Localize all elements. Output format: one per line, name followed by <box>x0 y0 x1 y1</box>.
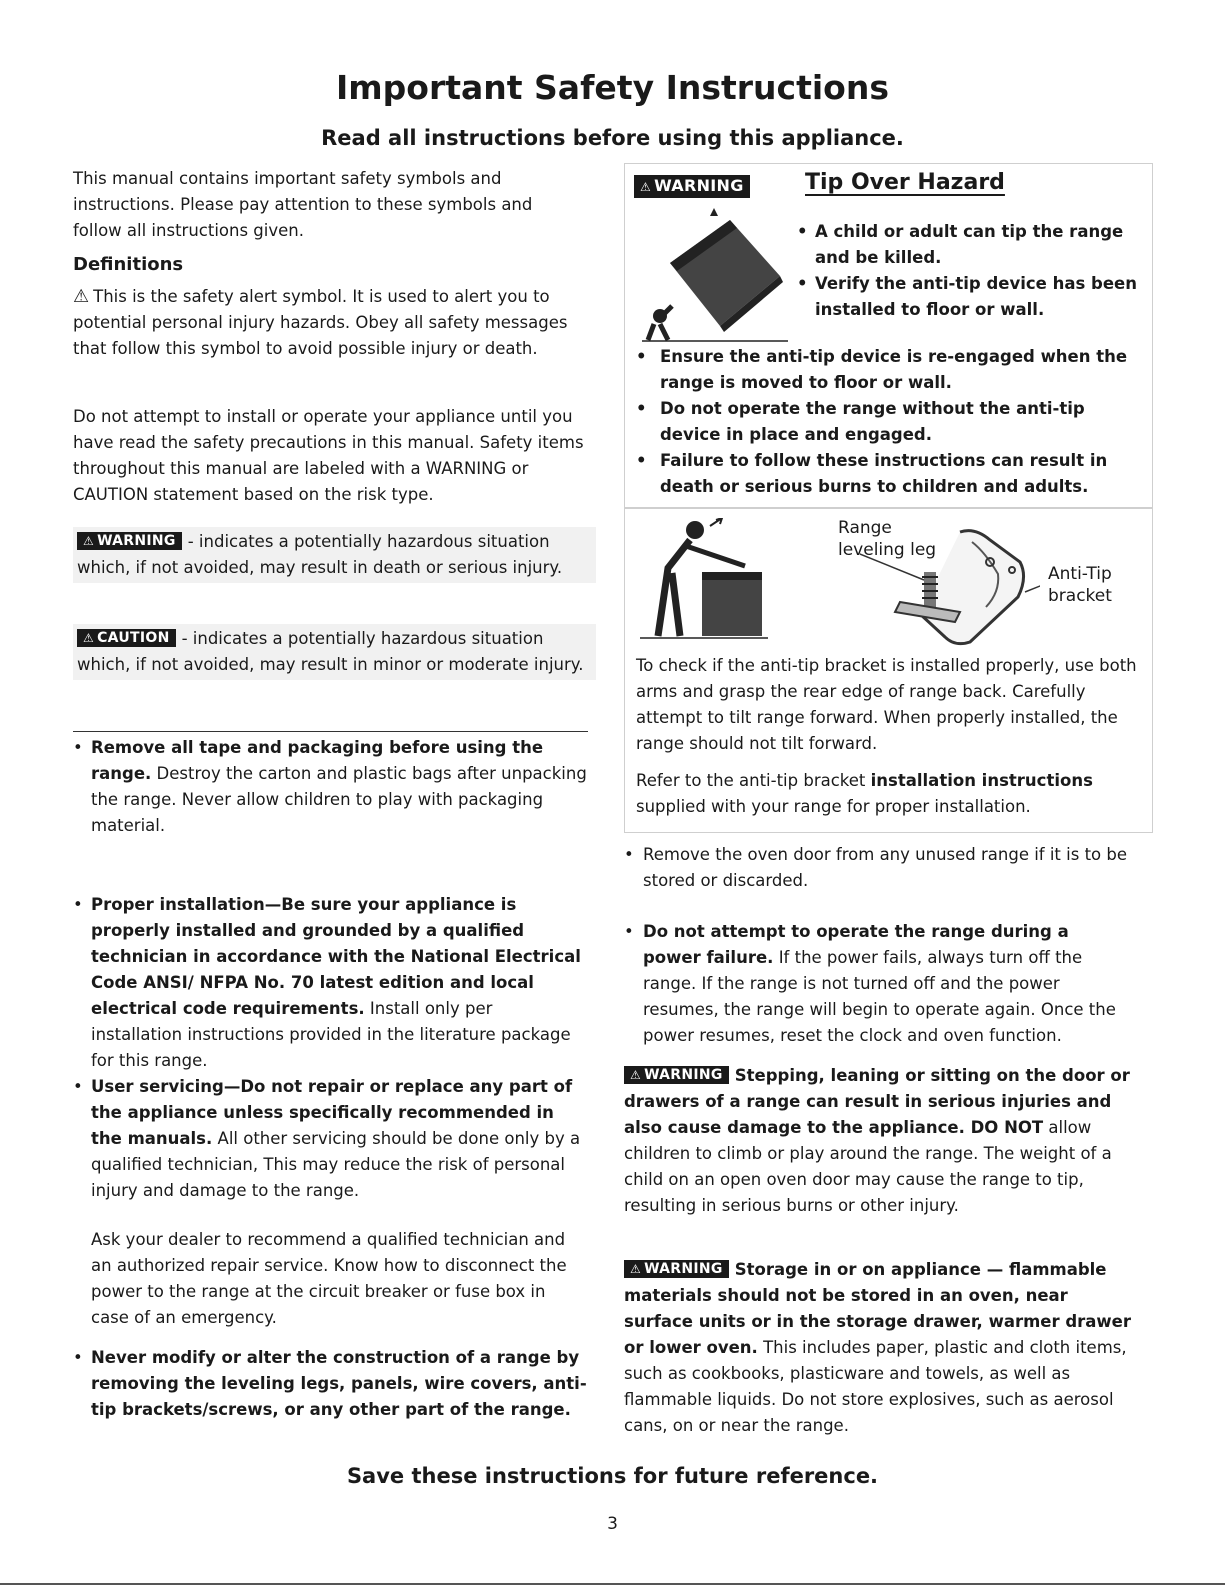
warning-badge: ⚠ WARNING <box>624 1066 729 1084</box>
warning-badge: ⚠ WARNING <box>77 532 182 550</box>
caution-triangle-icon: ⚠ <box>83 631 95 645</box>
bullet-proper-installation: • Proper installation—Be sure your appliance is properly installed and grounded by a qualified technician in accordance with the National Electrical Code ANSI/ NFPA No. 70 latest edition and local electrical code requirements. Install only per installation instructions provided in the literature package for this range. <box>73 892 588 1074</box>
tip-over-warning-badge: ⚠ WARNING <box>634 175 756 198</box>
bullet-icon: • <box>73 895 83 914</box>
section-divider <box>73 731 588 732</box>
bullet-icon: • <box>636 451 647 470</box>
refer-paragraph: Refer to the anti-tip bracket installation instructions supplied with your range for proper installation. <box>636 771 1093 816</box>
tip-bullet-child-adult: • A child or adult can tip the range and be killed. <box>797 219 1137 271</box>
bullet-icon: • <box>624 845 634 864</box>
definitions-heading: Definitions <box>73 254 184 275</box>
warning-definition-text: - indicates a potentially hazardous situation which, if not avoided, may result in death or serious injury. <box>77 532 563 577</box>
warning-stepping-paragraph: ⚠ WARNING Stepping, leaning or sitting on the door or drawers of a range can result in serious injuries and also cause damage to the appliance. DO NOT allow children to climb or play around the range. The weight of a child on an open oven door may cause the range to tip, resulting in serious burns or other injury. <box>624 1066 1130 1215</box>
save-instructions-footer: Save these instructions for future reference. <box>346 1464 879 1488</box>
person-checking-range-illustration <box>640 518 770 643</box>
bullet-icon: • <box>636 399 647 418</box>
bullet-icon: • <box>73 1348 83 1367</box>
tip-bullet-re-engaged: • Ensure the anti-tip device is re-engaged when the range is moved to floor or wall. <box>636 344 1141 396</box>
bullet-icon: • <box>797 274 808 293</box>
caution-definition <box>73 624 596 680</box>
bullet-remove-oven-door: • Remove the oven door from any unused range if it is to be stored or discarded. <box>624 842 1129 894</box>
caution-definition-text: - indicates a potentially hazardous situation which, if not avoided, may result in minor or moderate injury. <box>77 629 584 674</box>
tip-bullet-do-not-operate: • Do not operate the range without the anti-tip device in place and engaged. <box>636 396 1141 448</box>
bullet-icon: • <box>73 738 83 757</box>
bullet-user-servicing: • User servicing—Do not repair or replace any part of the appliance unless specifically recommended in the manuals. All other servicing should be done only by a qualified technician, This may reduce the risk of personal injury and damage to the range. <box>73 1074 588 1204</box>
tip-bullet-failure: • Failure to follow these instructions can result in death or serious burns to children and adults. <box>636 448 1146 500</box>
alert-text: This is the safety alert symbol. It is used to alert you to potential personal injury hazards. Obey all safety messages that follow this symbol to avoid possible injury or death. <box>73 287 568 358</box>
range-leveling-leg-label: Range leveling leg <box>838 518 937 560</box>
page-title: Important Safety Instructions <box>336 68 889 107</box>
safety-alert-icon: ⚠ <box>73 286 90 307</box>
anti-tip-bracket-label: Anti-Tip bracket <box>1048 564 1112 606</box>
page-subtitle: Read all instructions before using this appliance. <box>321 126 904 150</box>
bullet-icon: • <box>624 922 634 941</box>
warning-triangle-icon: ⚠ <box>640 180 652 194</box>
check-paragraph: To check if the anti-tip bracket is installed properly, use both arms and grasp the rear edge of range back. Carefully attempt to tilt range forward. When properly installed, the range should not tilt forward. <box>636 656 1137 753</box>
tip-bullet-verify: • Verify the anti-tip device has been installed to floor or wall. <box>797 271 1137 323</box>
warning-triangle-icon: ⚠ <box>630 1068 642 1082</box>
warning-storage-paragraph: ⚠ WARNING Storage in or on appliance — flammable materials should not be stored in an oven, near surface units or in the storage drawer, warmer drawer or lower oven. This includes paper, plastic and cloth items, such as cookbooks, plasticware and towels, as well as flammable liquids. Do not store explosives, such as aerosol cans, on or near the range. <box>624 1260 1132 1435</box>
warning-badge: ⚠ WARNING <box>624 1260 729 1278</box>
tip-over-title: Tip Over Hazard <box>805 170 1005 195</box>
install-paragraph: Do not attempt to install or operate your appliance until you have read the safety precautions in this manual. Safety items throughout this manual are labeled with a WARNING or CAUTION statement based on the risk type. <box>73 407 584 504</box>
intro-paragraph: This manual contains important safety symbols and instructions. Please pay attention to these symbols and follow all instructions given. <box>73 169 533 240</box>
caution-badge: ⚠ CAUTION <box>77 629 176 647</box>
bullet-power-failure: • Do not attempt to operate the range during a power failure. If the power fails, always turn off the range. If the range is not turned off and the power resumes, the range will begin to operate again. Once the power resumes, reset the clock and oven function. <box>624 919 1129 1049</box>
dealer-paragraph: Ask your dealer to recommend a qualified technician and an authorized repair service. Know how to disconnect the power to the range at the circuit breaker or fuse box in case of an emergency. <box>91 1230 567 1327</box>
warning-definition <box>73 527 596 583</box>
bullet-icon: • <box>636 347 647 366</box>
warning-triangle-icon: ⚠ <box>630 1262 642 1276</box>
page-number: 3 <box>607 1514 618 1534</box>
bullet-remove-tape: • Remove all tape and packaging before using the range. Destroy the carton and plastic bags after unpacking the range. Never allow children to play with packaging material. <box>73 735 588 839</box>
warning-triangle-icon: ⚠ <box>83 534 95 548</box>
bullet-icon: • <box>797 222 808 241</box>
bullet-icon: • <box>73 1077 83 1096</box>
bullet-never-modify: • Never modify or alter the construction of a range by removing the leveling legs, panels, wire covers, anti-tip brackets/screws, or any other part of the range. <box>73 1345 588 1423</box>
tipping-range-illustration <box>640 208 790 343</box>
alert-paragraph <box>73 284 588 362</box>
